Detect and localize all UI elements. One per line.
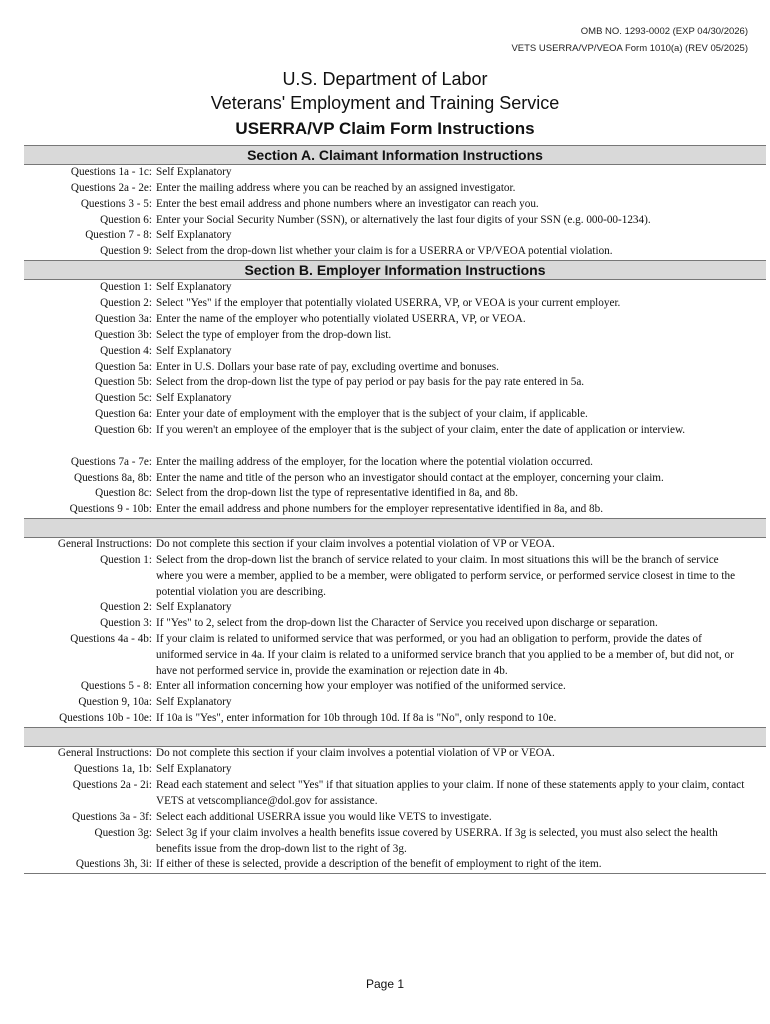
row-text: Enter all information concerning how your employer was notified of the uniformed service. xyxy=(156,680,566,692)
row-text: Select from the drop-down list the type of representative identified in 8a, and 8b. xyxy=(156,487,518,499)
row-label: Questions 8a, 8b: xyxy=(74,472,152,484)
section-a-heading: Section A. Claimant Information Instructions xyxy=(24,145,766,165)
row-label: Question 1: xyxy=(100,554,152,566)
row-text: If 10a is "Yes", enter information for 10b through 10d. If 8a is "No", only respond to 10e. xyxy=(156,712,557,724)
row-text: Enter the name and title of the person who an investigator should contact at the employer, concerning your claim. xyxy=(156,472,664,484)
row-label: General Instructions: xyxy=(57,538,152,550)
row-label: Question 6b: xyxy=(94,424,152,436)
row-label: Questions 3h, 3i: xyxy=(75,858,152,870)
row-label: Questions 1a, 1b: xyxy=(74,763,152,775)
row-text: Select "Yes" if the employer that potentially violated USERRA, VP, or VEOA is your current employer. xyxy=(156,297,621,309)
section-c-heading-band xyxy=(24,518,766,538)
row-text: Select each additional USERRA issue you would like VETS to investigate. xyxy=(156,811,492,823)
row-text: Self Explanatory xyxy=(156,229,232,241)
omb-number: OMB NO. 1293-0002 (EXP 04/30/2026) xyxy=(580,26,748,37)
row-text: Select from the drop-down list the type of pay period or pay basis for the pay rate entered in 5a. xyxy=(156,376,585,388)
row-text: If you weren't an employee of the employer that is the subject of your claim, enter the date of application or interview. xyxy=(156,424,686,436)
row-label: Questions 4a - 4b: xyxy=(70,633,152,645)
row-text: Self Explanatory xyxy=(156,345,232,357)
row-text: If "Yes" to 2, select from the drop-down list the Character of Service you received upon discharge or separation. xyxy=(156,617,658,629)
form-title: USERRA/VP Claim Form Instructions xyxy=(235,119,535,138)
row-label: Question 8c: xyxy=(95,487,152,499)
department-title: U.S. Department of Labor xyxy=(282,69,488,89)
row-label: Question 6a: xyxy=(95,408,152,420)
row-text: Select from the drop-down list whether your claim is for a USERRA or VP/VEOA potential violation. xyxy=(156,245,613,257)
row-text: Enter the best email address and phone numbers where an investigator can reach you. xyxy=(156,198,539,210)
section-b-heading: Section B. Employer Information Instructions xyxy=(24,260,766,280)
row-label: Question 9: xyxy=(100,245,152,257)
row-text: Self Explanatory xyxy=(156,763,232,775)
row-text: Enter the name of the employer who potentially violated USERRA, VP, or VEOA. xyxy=(156,313,526,325)
row-text: Self Explanatory xyxy=(156,601,232,613)
row-text: Enter the mailing address where you can be reached by an assigned investigator. xyxy=(156,182,516,194)
row-text: Enter in U.S. Dollars your base rate of pay, excluding overtime and bonuses. xyxy=(156,361,499,373)
row-label: Question 3a: xyxy=(95,313,152,325)
row-label: Question 5c: xyxy=(95,392,152,404)
row-label: Question 3b: xyxy=(94,329,152,341)
row-label: Question 7 - 8: xyxy=(85,229,152,241)
row-label: Questions 1a - 1c: xyxy=(70,166,152,178)
row-label: Question 4: xyxy=(100,345,152,357)
row-text: Self Explanatory xyxy=(156,281,232,293)
row-label: Question 2: xyxy=(100,601,152,613)
row-label: Question 1: xyxy=(100,281,152,293)
page-number: Page 1 xyxy=(365,977,405,991)
row-label: Question 6: xyxy=(100,214,152,226)
row-text: Enter your Social Security Number (SSN), or alternatively the last four digits of your SSN (e.g. 000-00-1234). xyxy=(156,214,651,226)
row-label: Question 5b: xyxy=(94,376,152,388)
row-label: Question 2: xyxy=(100,297,152,309)
row-text: Enter your date of employment with the employer that is the subject of your claim, if applicable. xyxy=(156,408,588,420)
section-end-rule xyxy=(24,873,766,874)
row-text: If your claim is related to uniformed service that was performed, or you had an obligation to perform, provide the dates of uniformed service in 4a. If your claim is related to a uniformed service branch that you applied to be a member of, but did not, or have not performed service in, provide the examination or rejection date in 4b. xyxy=(156,633,734,677)
agency-title: Veterans' Employment and Training Service xyxy=(210,93,560,113)
row-text: If either of these is selected, provide a description of the benefit of employment to right of the item. xyxy=(156,858,602,870)
row-label: Questions 3 - 5: xyxy=(80,198,152,210)
row-label: Questions 9 - 10b: xyxy=(69,503,152,515)
row-label: Questions 2a - 2e: xyxy=(70,182,152,194)
row-label: Question 9, 10a: xyxy=(78,696,152,708)
row-text: Self Explanatory xyxy=(156,696,232,708)
row-text: Select the type of employer from the drop-down list. xyxy=(156,329,392,341)
row-text: Do not complete this section if your claim involves a potential violation of VP or VEOA. xyxy=(156,538,555,550)
section-d-heading-band xyxy=(24,727,766,747)
row-text: Select 3g if your claim involves a health benefits issue covered by USERRA. If 3g is selected, you must also select the health benefits issue from the drop-down list to the right of 3g. xyxy=(156,827,718,855)
row-text: Enter the mailing address of the employer, for the location where the potential violation occurred. xyxy=(156,456,593,468)
row-text: Enter the email address and phone numbers for the employer representative identified in 8a, and 8b. xyxy=(156,503,604,515)
row-label: Questions 10b - 10e: xyxy=(59,712,152,724)
row-label: Question 5a: xyxy=(95,361,152,373)
row-text: Do not complete this section if your claim involves a potential violation of VP or VEOA. xyxy=(156,747,555,759)
row-label: Questions 7a - 7e: xyxy=(70,456,152,468)
row-text: Select from the drop-down list the branch of service related to your claim. In most situations this will be the branch of service where you were a member, applied to be a member, were obligated to perform service, or performed service closest in time to the potential violation you are describing. xyxy=(156,554,736,598)
form-number: VETS USERRA/VP/VEOA Form 1010(a) (REV 05/2025) xyxy=(511,43,748,54)
row-label: Question 3g: xyxy=(94,827,152,839)
row-label: Questions 5 - 8: xyxy=(80,680,152,692)
row-text: Read each statement and select "Yes" if that situation applies to your claim. If none of these statements apply to your claim, contact VETS at vetscompliance@dol.gov for assistance. xyxy=(156,779,745,807)
row-text: Self Explanatory xyxy=(156,392,232,404)
row-label: Questions 3a - 3f: xyxy=(72,811,152,823)
row-text: Self Explanatory xyxy=(156,166,232,178)
row-label: Question 3: xyxy=(100,617,152,629)
row-label: Questions 2a - 2i: xyxy=(72,779,152,791)
row-label: General Instructions: xyxy=(57,747,152,759)
